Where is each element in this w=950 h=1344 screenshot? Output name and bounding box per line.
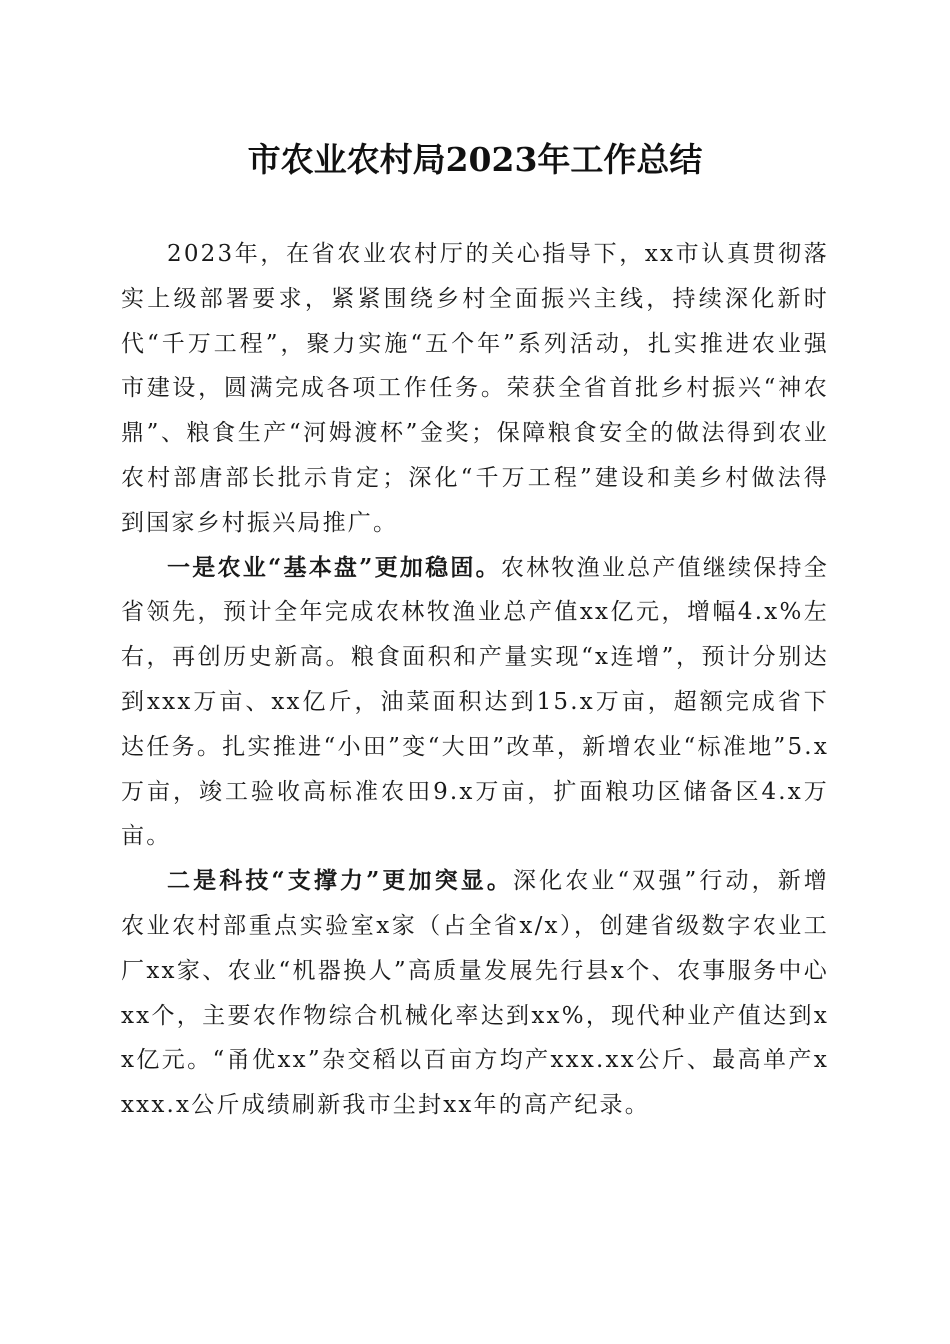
paragraph-text: 2023年，在省农业农村厅的关心指导下，xx市认真贯彻落实上级部署要求，紧紧围绕乡村全面振兴主线，持续深化新时代“千万工程”，聚力实施“五个年”系列活动，扎实推进农业强市建设，圆满完成各项工作任务。荣获全省首批乡村振兴“神农鼎”、粮食生产“河姆渡杯”金奖；保障粮食安全的做法得到农业农村部唐部长批示肯定；深化“千万工程”建设和美乡村做法得到国家乡村振兴局推广。 <box>121 241 829 536</box>
paragraph-lead: 一是农业“基本盘”更加稳固。 <box>167 553 501 581</box>
paragraph-text: 农林牧渔业总产值继续保持全省领先，预计全年完成农林牧渔业总产值xx亿元，增幅4.x%左右，再创历史新高。粮食面积和产量实现“x连增”，预计分别达到xxx万亩、xx亿斤，油菜面积达到15.x万亩，超额完成省下达任务。扎实推进“小田”变“大田”改革，新增农业“标准地”5.x万亩，竣工验收高标准农田9.x万亩，扩面粮功区储备区4.x万亩。 <box>121 554 829 850</box>
document-body <box>121 232 829 1128</box>
document-title: 市农业农村局2023年工作总结 <box>247 140 703 179</box>
paragraph-intro <box>121 232 829 546</box>
paragraph-technology-support <box>121 859 829 1128</box>
paragraph-agriculture-foundation <box>121 546 829 860</box>
paragraph-text: 深化农业“双强”行动，新增农业农村部重点实验室x家（占全省x/x），创建省级数字农业工厂xx家、农业“机器换人”高质量发展先行县x个、农事服务中心xx个，主要农作物综合机械化率达到xx%，现代种业产值达到xx亿元。“甬优xx”杂交稻以百亩方均产xxx.xx公斤、最高单产xxxx.x公斤成绩刷新我市尘封xx年的高产纪录。 <box>121 868 829 1119</box>
paragraph-lead: 二是科技“支撑力”更加突显。 <box>167 867 513 895</box>
